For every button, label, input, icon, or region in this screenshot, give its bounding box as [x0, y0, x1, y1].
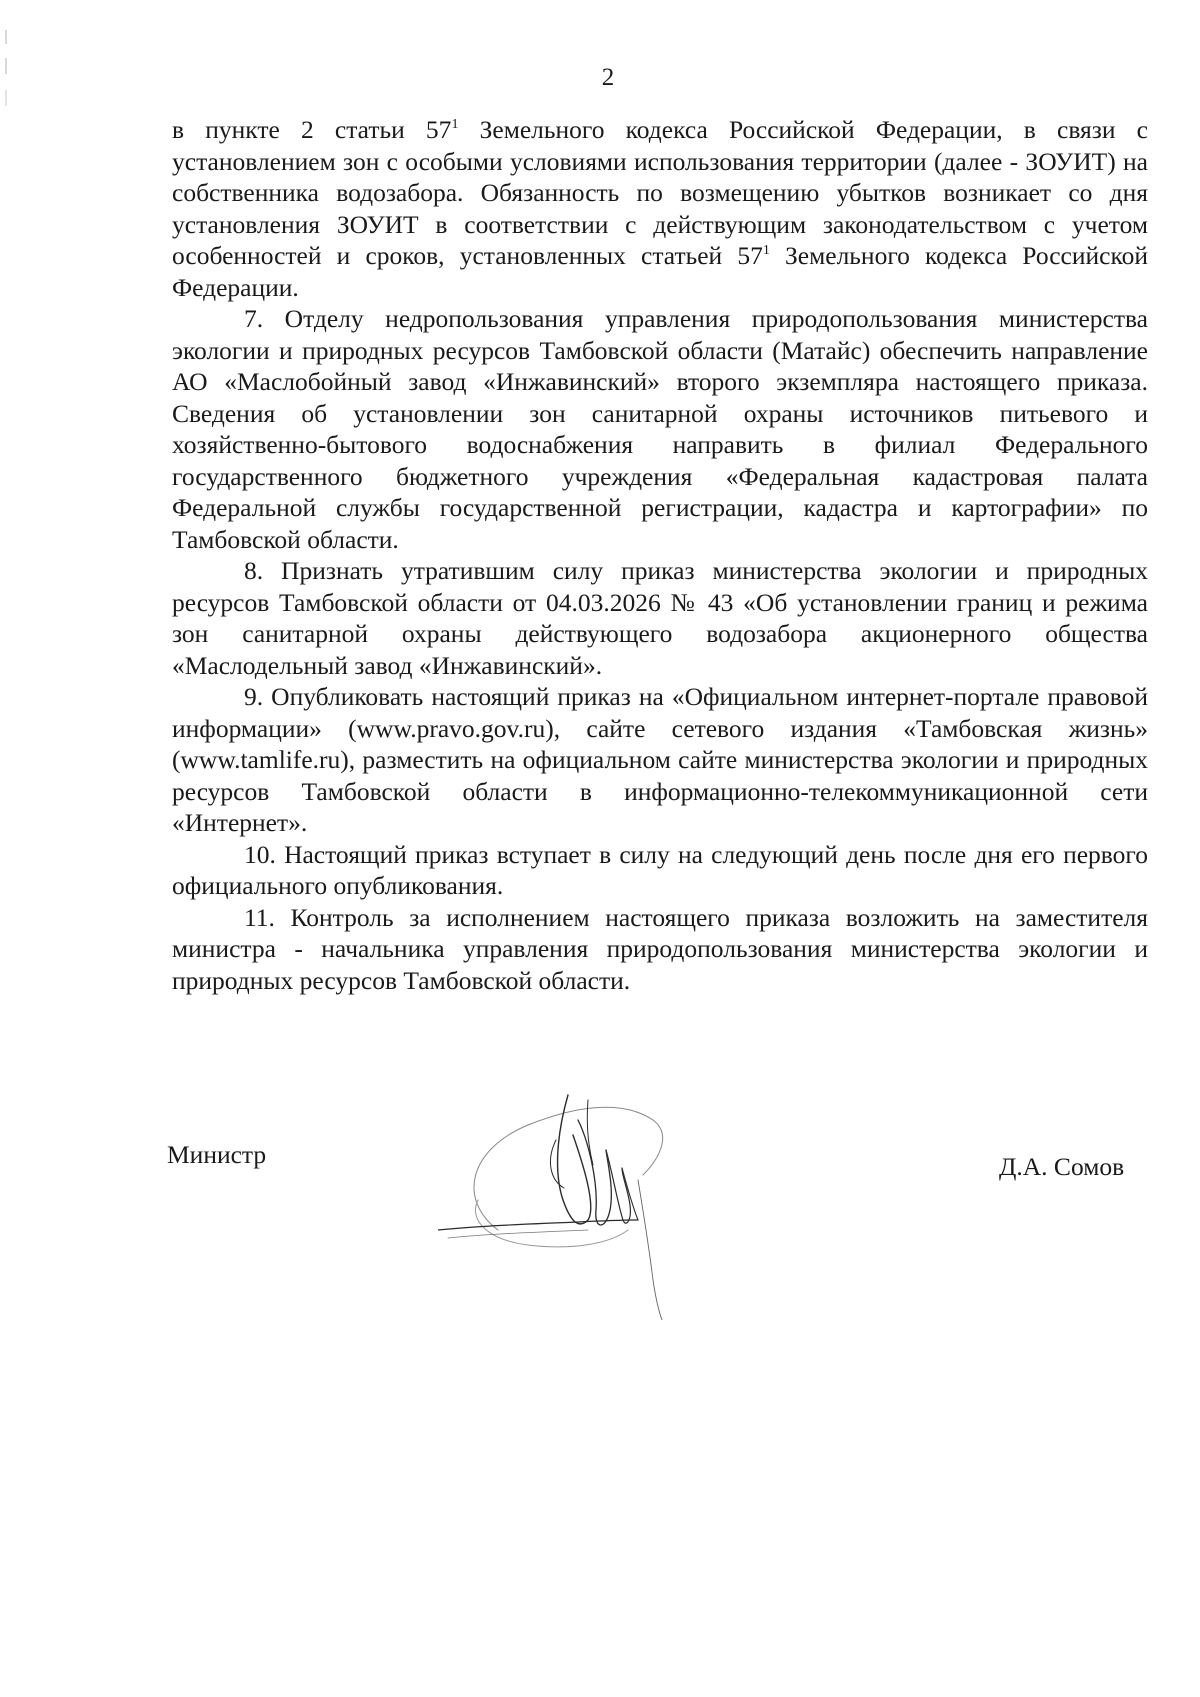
document-body [172, 114, 1148, 996]
paragraph-8: 8. Признать утратившим силу приказ министерства экологии и природных ресурсов Тамбовской области от 04.03.2026 № 43 «Об установлении границ и режима зон санитарной охраны действующего водозабора акционерного общества «Маслодельный завод «Инжавинский». [172, 556, 1148, 680]
handwritten-signature-icon [438, 1080, 738, 1320]
paragraph-9: 9. Опубликовать настоящий приказ на «Официальном интернет-портале правовой информации» (www.pravo.gov.ru), сайте сетевого издания «Тамбовская жизнь» (www.tamlife.ru), разместить на официальном сайте министерства экологии и природных ресурсов Тамбовской области в информационно-телекоммуникационной сети «Интернет». [172, 682, 1148, 837]
paragraph-10: 10. Настоящий приказ вступает в силу на следующий день после дня его первого официального опубликования. [172, 839, 1148, 900]
page-number: 2 [601, 64, 615, 91]
paragraph-6-continuation: в пункте 2 статьи $57^1$ Земельного кодекса Российской Федерации, в связи с установлением зон с особыми условиями использования территории (далее - ЗОУИТ) на собственника водозабора. Обязанность по возмещению убытков возникает со дня установления ЗОУИТ в соответствии с действующим законодательством с учетом особенностей и сроков, установленных статьей $57^1$ Земельного кодекса Российской Федерации. [172, 115, 1148, 302]
signatory-name: Д.А. Сомов [999, 1152, 1125, 1181]
paragraph-11: 11. Контроль за исполнением настоящего приказа возложить на заместителя министра - начальника управления природопользования министерства экологии и природных ресурсов Тамбовской области. [172, 902, 1148, 995]
paragraph-7: 7. Отделу недропользования управления природопользования министерства экологии и природных ресурсов Тамбовской области (Матайс) обеспечить направление АО «Маслобойный завод «Инжавинский» второго экземпляра настоящего приказа. Сведения об установлении зон санитарной охраны источников питьевого и хозяйственно-бытового водоснабжения направить в филиал Федерального государственного бюджетного учреждения «Федеральная кадастровая палата Федеральной службы государственной регистрации, кадастра и картографии» по Тамбовской области. [172, 304, 1148, 554]
signatory-title: Министр [167, 1140, 267, 1169]
